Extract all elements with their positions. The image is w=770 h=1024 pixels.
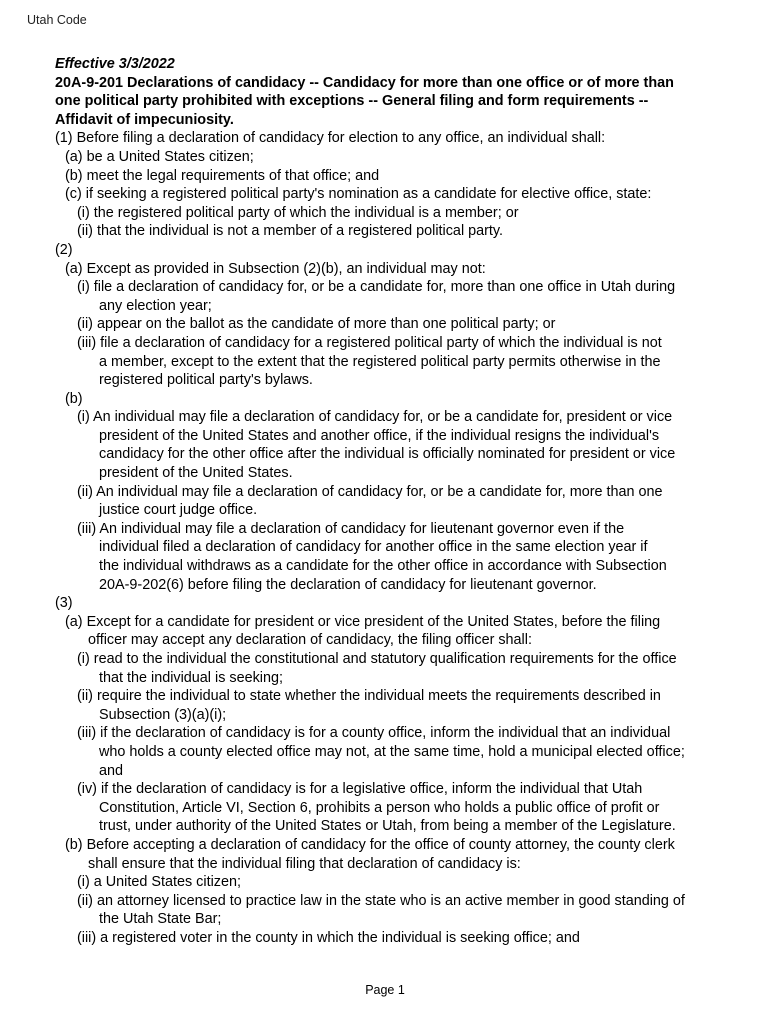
page-number: Page 1: [365, 983, 405, 997]
statute-line: individual filed a declaration of candidacy for another office in the same election year if: [99, 539, 648, 556]
section-title-line: Affidavit of impecuniosity.: [55, 111, 234, 128]
statute-line: (a) be a United States citizen;: [65, 148, 254, 165]
statute-line: a member, except to the extent that the registered political party permits otherwise in the: [99, 353, 661, 370]
statute-line: Subsection (3)(a)(i);: [99, 706, 227, 723]
statute-line: who holds a county elected office may not, at the same time, hold a municipal elected office;: [99, 743, 685, 760]
statute-line: (ii) an attorney licensed to practice law in the state who is an active member in good standing of: [77, 892, 685, 909]
statute-line: (2): [55, 241, 73, 258]
statute-line: justice court judge office.: [99, 502, 258, 519]
statute-line: the Utah State Bar;: [99, 911, 222, 928]
statute-line: (iii) if the declaration of candidacy is for a county office, inform the individual that an individual: [77, 725, 671, 742]
statute-line: president of the United States and another office, if the individual resigns the individual's: [99, 427, 660, 444]
effective-date: Effective 3/3/2022: [55, 56, 175, 72]
statute-line: (ii) that the individual is not a member of a registered political party.: [77, 223, 504, 240]
statute-line: (ii) An individual may file a declaration of candidacy for, or be a candidate for, more than one: [77, 483, 663, 500]
statute-line: registered political party's bylaws.: [99, 372, 313, 389]
statute-line: officer may accept any declaration of candidacy, the filing officer shall:: [88, 632, 532, 649]
statute-line: president of the United States.: [99, 465, 293, 482]
statute-line: (b): [65, 390, 83, 407]
statute-line: (b) meet the legal requirements of that office; and: [65, 167, 380, 184]
running-header: Utah Code: [27, 13, 87, 27]
section-title: [55, 74, 735, 130]
section-title-line: one political party prohibited with exceptions -- General filing and form requirements --: [55, 93, 649, 110]
statute-line: any election year;: [99, 297, 212, 314]
statute-line: that the individual is seeking;: [99, 669, 283, 686]
document-body: [55, 55, 735, 948]
statute-line: (3): [55, 595, 73, 612]
statute-line: trust, under authority of the United States or Utah, from being a member of the Legislature.: [99, 818, 676, 835]
statute-line: (ii) appear on the ballot as the candidate of more than one political party; or: [77, 316, 556, 333]
statute-line: candidacy for the other office after the individual is officially nominated for president or vice: [99, 446, 676, 463]
statute-line: (c) if seeking a registered political party's nomination as a candidate for elective office, state:: [65, 186, 652, 203]
statute-line: (i) file a declaration of candidacy for, or be a candidate for, more than one office in Utah during: [77, 279, 676, 296]
statute-line: (iii) a registered voter in the county in which the individual is seeking office; and: [77, 929, 580, 946]
statute-line: 20A-9-202(6) before filing the declaration of candidacy for lieutenant governor.: [99, 576, 597, 593]
statute-line: (a) Except as provided in Subsection (2)(b), an individual may not:: [65, 260, 486, 277]
statute-line: (iv) if the declaration of candidacy is for a legislative office, inform the individual that Utah: [77, 781, 643, 798]
statute-line: (i) read to the individual the constitutional and statutory qualification requirements for the office: [77, 651, 677, 667]
statute-line: shall ensure that the individual filing that declaration of candidacy is:: [88, 855, 521, 872]
section-title-line: 20A-9-201 Declarations of candidacy -- Candidacy for more than one office or of more than: [55, 74, 674, 91]
statute-line: (i) An individual may file a declaration of candidacy for, or be a candidate for, president or vice: [77, 409, 673, 426]
statute-line: (iii) An individual may file a declaration of candidacy for lieutenant governor even if the: [77, 520, 625, 537]
statute-line: (b) Before accepting a declaration of candidacy for the office of county attorney, the county clerk: [65, 836, 675, 853]
statute-line: (i) a United States citizen;: [77, 874, 241, 891]
statute-line: Constitution, Article VI, Section 6, prohibits a person who holds a public office of profit or: [99, 799, 660, 816]
statute-line: (i) the registered political party of which the individual is a member; or: [77, 204, 519, 221]
statute-line: and: [99, 762, 124, 779]
statute-line: (a) Except for a candidate for president or vice president of the United States, before the filing: [65, 613, 661, 630]
statute-line: (iii) file a declaration of candidacy for a registered political party of which the individual is not: [77, 334, 662, 351]
statute-line: (ii) require the individual to state whether the individual meets the requirements described in: [77, 688, 661, 705]
statute-line: (1) Before filing a declaration of candidacy for election to any office, an individual shall:: [55, 130, 606, 147]
statute-line: the individual withdraws as a candidate for the other office in accordance with Subsection: [99, 558, 667, 575]
statute-text: [55, 129, 735, 947]
